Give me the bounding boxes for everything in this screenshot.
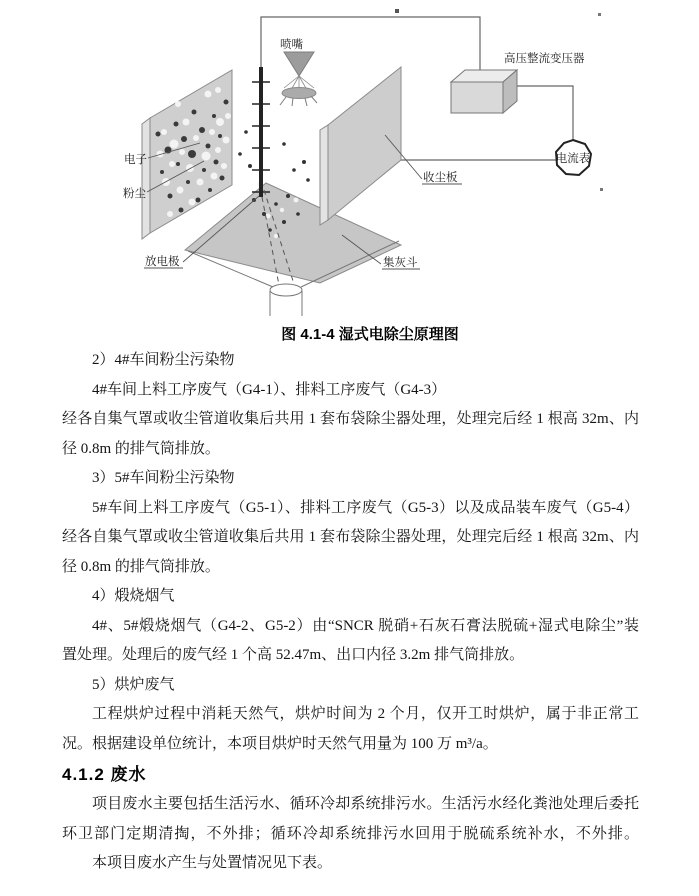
text-line: 5）烘炉废气 xyxy=(92,676,175,693)
text-line: 2）4#车间粉尘污染物 xyxy=(92,352,235,368)
dust-plate xyxy=(142,70,232,239)
transformer-label: 高压整流变压器 xyxy=(504,53,585,65)
hv-transformer-box xyxy=(451,70,517,113)
text-line: 项目废水主要包括生活污水、循环冷却系统排污水。生活污水经化粪池处理后委托 xyxy=(92,796,639,812)
section-heading: 4.1.2 废水 xyxy=(62,765,147,784)
text-line: 5#车间上料工序废气（G5-1）、排料工序废气（G5-3）以及成品装车废气（G5-4） xyxy=(92,499,639,516)
collecting-plate xyxy=(320,67,401,225)
dust-label: 粉尘 xyxy=(123,188,146,200)
text-line: 经各自集气罩或收尘管道收集后共用 1 套布袋除尘器处理，处理完后经 1 根高 32m、内 xyxy=(62,529,639,545)
nozzle-label: 喷嘴 xyxy=(280,39,303,51)
text-line: 4#、5#煅烧烟气（G4-2、G5-2）由“SNCR 脱硝+石灰石膏法脱硫+湿式电除尘”装 xyxy=(92,617,639,634)
spray-nozzle xyxy=(280,52,317,106)
text-line: 径 0.8m 的排气筒排放。 xyxy=(62,558,220,575)
collecting-plate-label: 收尘板 xyxy=(423,172,458,184)
scan-speck xyxy=(395,9,399,13)
scan-speck xyxy=(598,13,601,16)
electron-label: 电子 xyxy=(124,154,147,166)
text-line: 经各自集气罩或收尘管道收集后共用 1 套布袋除尘器处理，处理完后经 1 根高 32m、内 xyxy=(62,411,639,427)
body-text xyxy=(62,346,639,879)
text-line: 径 0.8m 的排气筒排放。 xyxy=(62,440,220,457)
ammeter-label: 电流表 xyxy=(555,153,591,165)
text-line: 置处理。处理后的废气经 1 个高 52.47m、出口内径 3.2m 排气筒排放。 xyxy=(62,647,525,663)
scan-speck xyxy=(600,188,603,191)
text-line: 4）煅烧烟气 xyxy=(92,588,175,604)
text-line: 4#车间上料工序废气（G4-1）、排料工序废气（G4-3） xyxy=(92,381,447,398)
figure-caption: 图 4.1-4 湿式电除尘原理图 xyxy=(281,326,459,343)
text-line: 况。根据建设单位统计，本项目烘炉时天然气用量为 100 万 m³/a。 xyxy=(62,735,498,752)
ammeter-gauge xyxy=(556,140,591,175)
text-line: 工程烘炉过程中消耗天然气，烘炉时间为 2 个月，仅开工时烘炉，属于非正常工 xyxy=(92,706,639,722)
discharge-electrode-label: 放电极 xyxy=(145,256,180,268)
ash-hopper-label: 集灰斗 xyxy=(383,257,418,269)
text-line: 3）5#车间粉尘污染物 xyxy=(92,470,235,486)
ash-hopper xyxy=(185,183,401,316)
text-line: 环卫部门定期清掏，不外排；循环冷却系统排污水回用于脱硫系统补水，不外排。 xyxy=(62,825,639,842)
wet-esp-diagram xyxy=(118,4,618,322)
text-line: 本项目废水产生与处置情况见下表。 xyxy=(92,855,333,871)
